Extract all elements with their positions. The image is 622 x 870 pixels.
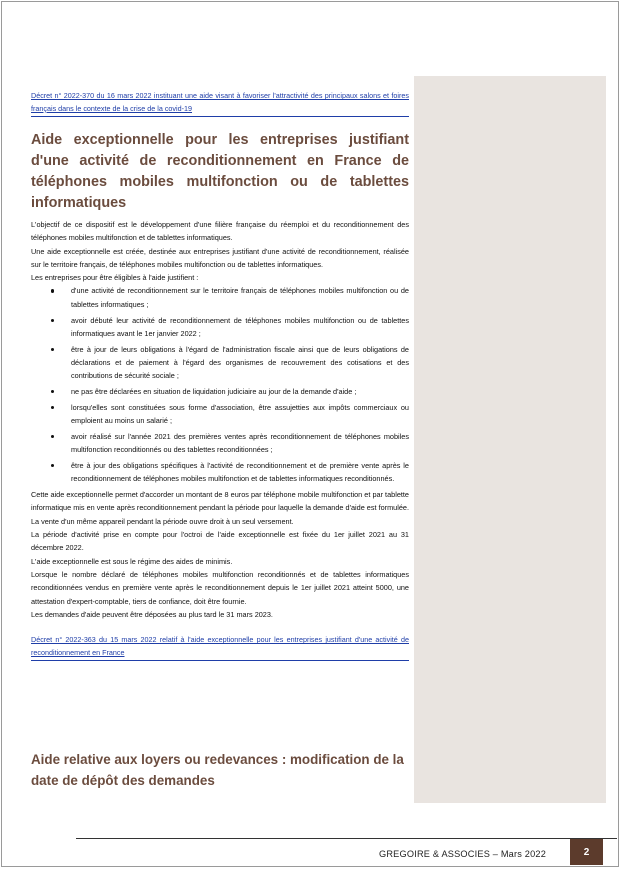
list-item: lorsqu'elles sont constituées sous forme d'association, être assujetties aux impôts commerciaux ou emploient au moins un salarié ; [71, 401, 409, 428]
list-item: avoir réalisé sur l'année 2021 des premières ventes après reconditionnement de téléphones mobiles multifonction reconditionnés ou des tablettes reconditionnées ; [71, 430, 409, 457]
paragraph: L'aide exceptionnelle est sous le régime des aides de minimis. [31, 556, 233, 566]
list-item: être à jour de leurs obligations à l'égard de l'administration fiscale ainsi que de leurs obligations de déclarations et de paiement à l'égard des organismes de recouvrement des cotisations et des contributions de sécurité sociale ; [71, 343, 409, 383]
list-item: ne pas être déclarées en situation de liquidation judiciaire au jour de la demande d'aide ; [71, 385, 409, 398]
page-number-badge: 2 [570, 839, 603, 865]
paragraph: L'objectif de ce dispositif est le développement d'une filière française du réemploi et du reconditionnement des téléphones mobiles multifonction et de tablettes informatiques. [31, 220, 409, 243]
list-item: d'une activité de reconditionnement sur le territoire français de téléphones mobiles multifonction ou de tablettes informatiques ; [71, 284, 409, 311]
decree-link-block-2 [31, 633, 409, 661]
section-title-loyers: Aide relative aux loyers ou redevances : modification de la date de dépôt des demandes [31, 752, 404, 789]
list-item: avoir débuté leur activité de reconditionnement de téléphones mobiles multifonction ou de tablettes informatiques avant le 1er janvier 2022 ; [71, 314, 409, 341]
paragraph: Les entreprises pour être éligibles à l'aide justifient : [31, 273, 199, 283]
footer-divider [76, 838, 617, 839]
paragraph: La période d'activité prise en compte pour l'octroi de l'aide exceptionnelle est fixée du 1er juillet 2021 au 31 décembre 2022. [31, 530, 409, 553]
decree-link-covid-salons[interactable]: Décret n° 2022-370 du 16 mars 2022 instituant une aide visant à favoriser l'attractivité des principaux salons et foires français dans le contexte de la crise de la covid-19 [31, 91, 409, 113]
decree-link-block-1 [31, 89, 409, 117]
paragraph: Cette aide exceptionnelle permet d'accorder un montant de 8 euros par téléphone mobile multifonction et par tablette informatique mis en vente après reconditionnement pendant la période pour laquelle la demande d'aide est formulée. La vente d'un même appareil pendant la période ouvre droit à un seul versement. [31, 490, 409, 526]
list-item: être à jour des obligations spécifiques à l'activité de reconditionnement et de première vente après le reconditionnement de téléphones mobiles multifonction et de tablettes informatiques reconditionnés. [71, 459, 409, 486]
paragraph: Une aide exceptionnelle est créée, destinée aux entreprises justifiant d'une activité de reconditionnement, réalisée sur le territoire français, de téléphones mobiles multifonction ou de tablettes informatiques. [31, 246, 409, 269]
decree-link-reconditionnement[interactable]: Décret n° 2022-363 du 15 mars 2022 relatif à l'aide exceptionnelle pour les entreprises justifiant d'une activité de reconditionnement en France [31, 635, 409, 658]
paragraph: Lorsque le nombre déclaré de téléphones mobiles multifonction reconditionnés et de tablettes informatiques reconditionnées vendus en première vente après le reconditionnement depuis le 1er juillet 2021 atteint 5000, une attestation d'expert-comptable, tiers de confiance, doit être fournie. [31, 569, 409, 606]
sidebar-panel [414, 76, 606, 803]
paragraph: Les demandes d'aide peuvent être déposées au plus tard le 31 mars 2023. [31, 609, 273, 619]
main-content [31, 89, 409, 791]
eligibility-list [31, 284, 409, 485]
section-title-reconditionnement: Aide exceptionnelle pour les entreprises justifiant d'une activité de reconditionnement en France de téléphones mobiles multifonction ou de tablettes informatiques [31, 132, 409, 211]
footer-text: GREGOIRE & ASSOCIES – Mars 2022 [379, 849, 547, 859]
